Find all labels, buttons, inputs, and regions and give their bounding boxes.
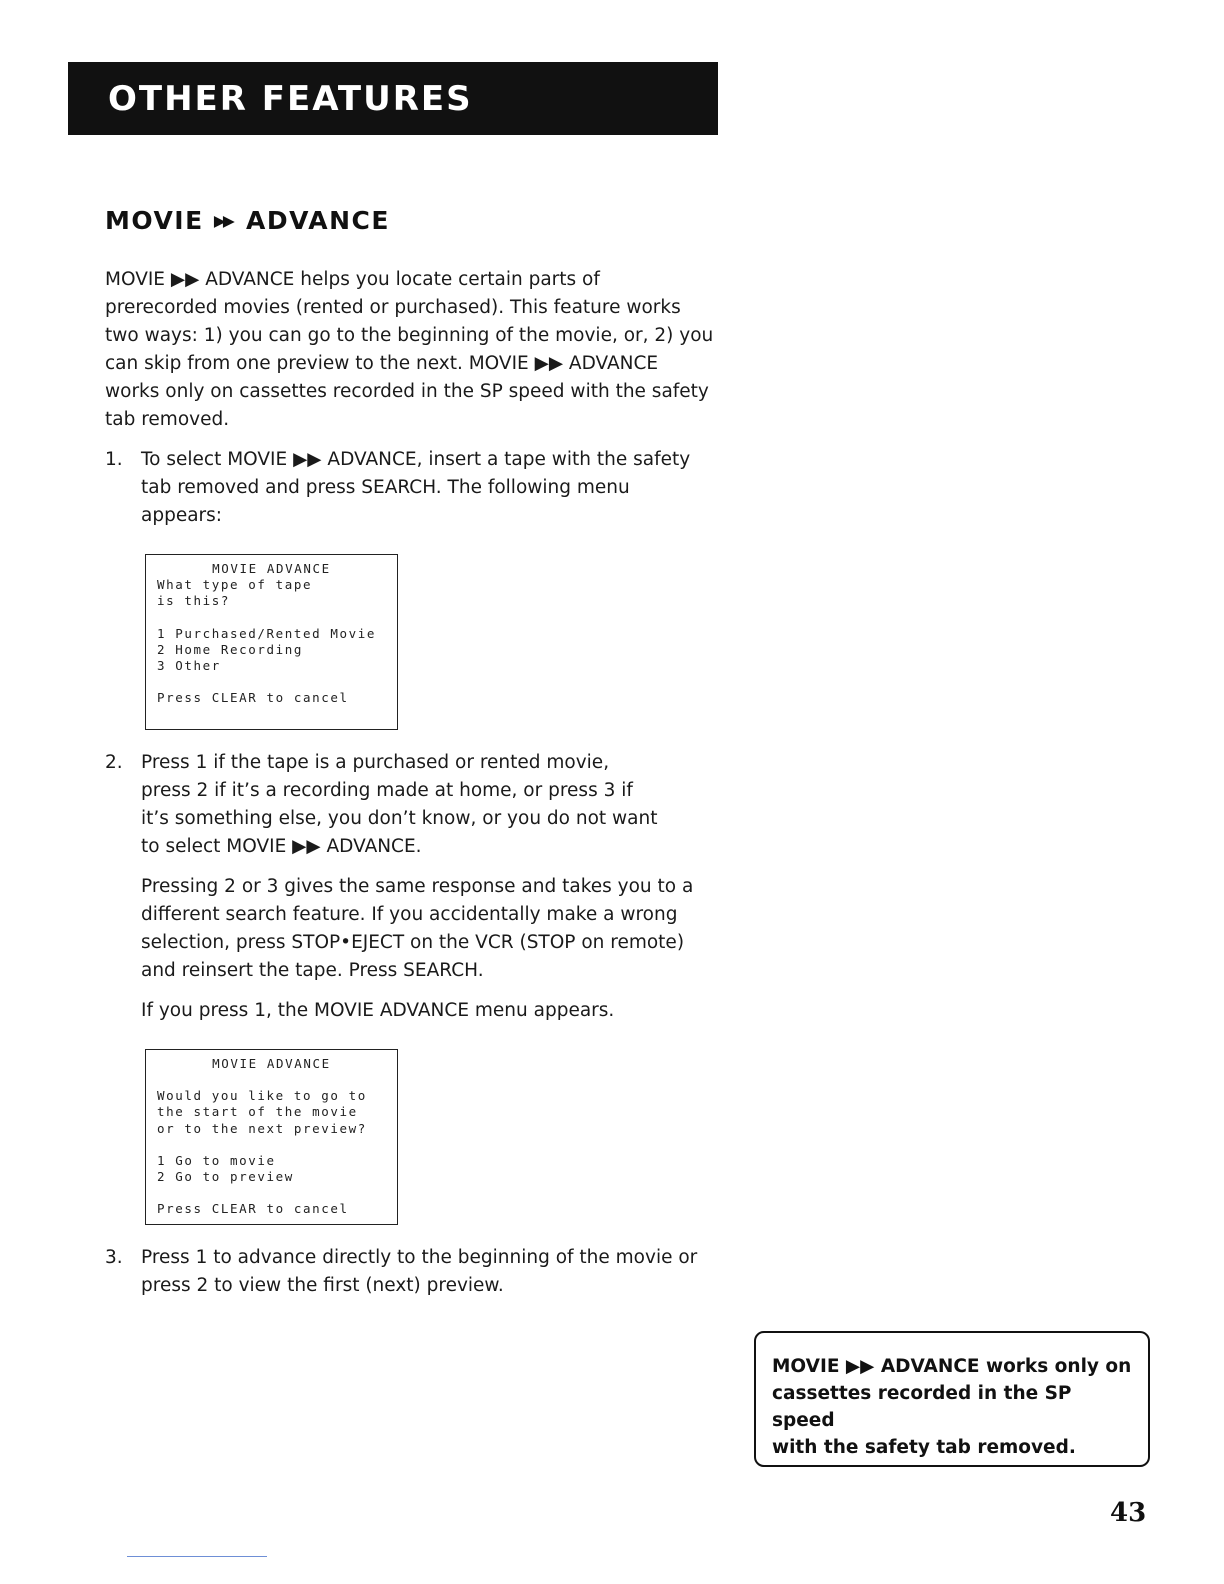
step-2-note-paragraph <box>141 873 731 985</box>
chapter-title: OTHER FEATURES <box>108 78 473 119</box>
intro-line: tab removed. <box>105 409 230 430</box>
fast-forward-icon: ▶▶ <box>213 212 232 231</box>
step-3 <box>105 1244 725 1300</box>
note-line: with the safety tab removed. <box>772 1437 1076 1458</box>
menu-option: 1 Purchased/Rented Movie <box>157 625 377 641</box>
intro-line: two ways: 1) you can go to the beginning of the movie, or, 2) you <box>105 325 714 346</box>
step-line: tab removed and press SEARCH. The following menu <box>141 477 630 498</box>
paragraph-line: Pressing 2 or 3 gives the same response and takes you to a <box>141 876 694 897</box>
step-2 <box>105 749 725 861</box>
menu-question-line: What type of tape <box>157 577 313 593</box>
menu-title: MOVIE ADVANCE <box>212 1056 331 1071</box>
chapter-header-bar <box>68 62 718 135</box>
step-2-menu-intro <box>141 997 731 1025</box>
footer-divider <box>127 1556 267 1557</box>
note-line: MOVIE ▶▶ ADVANCE works only on <box>772 1356 1132 1377</box>
step-number: 3. <box>105 1247 123 1268</box>
step-number: 2. <box>105 752 123 773</box>
paragraph-line: If you press 1, the MOVIE ADVANCE menu appears. <box>141 1000 615 1021</box>
menu-footer: Press CLEAR to cancel <box>157 1201 349 1217</box>
menu-footer: Press CLEAR to cancel <box>157 690 349 706</box>
menu-question-line: Would you like to go to <box>157 1088 367 1104</box>
menu-question-line: is this? <box>157 593 231 609</box>
page-number: 43 <box>1110 1498 1147 1528</box>
intro-line: works only on cassettes recorded in the SP speed with the safety <box>105 381 709 402</box>
step-1 <box>105 446 725 530</box>
step-line: Press 1 to advance directly to the beginning of the movie or <box>141 1247 698 1268</box>
section-title <box>105 206 390 235</box>
step-line: to select MOVIE ▶▶ ADVANCE. <box>141 836 422 857</box>
intro-line: can skip from one preview to the next. MOVIE ▶▶ ADVANCE <box>105 353 659 374</box>
paragraph-line: and reinsert the tape. Press SEARCH. <box>141 960 484 981</box>
note-line: cassettes recorded in the SP speed <box>772 1383 1072 1431</box>
note-callout-box <box>754 1331 1150 1467</box>
step-line: To select MOVIE ▶▶ ADVANCE, insert a tape with the safety <box>141 449 691 470</box>
intro-line: MOVIE ▶▶ ADVANCE helps you locate certain parts of <box>105 269 600 290</box>
step-line: appears: <box>141 505 223 526</box>
paragraph-line: different search feature. If you accidentally make a wrong <box>141 904 678 925</box>
menu-option: 3 Other <box>157 658 221 674</box>
step-number: 1. <box>105 449 123 470</box>
menu-option: 1 Go to movie <box>157 1152 276 1168</box>
menu-question-line: or to the next preview? <box>157 1120 367 1136</box>
step-line: Press 1 if the tape is a purchased or rented movie, <box>141 752 610 773</box>
menu-screen-tape-type <box>145 554 398 730</box>
intro-line: prerecorded movies (rented or purchased). This feature works <box>105 297 681 318</box>
section-title-part2: ADVANCE <box>245 206 390 235</box>
menu-screen-movie-advance <box>145 1049 398 1225</box>
step-line: press 2 to view the first (next) preview. <box>141 1275 504 1296</box>
menu-option: 2 Go to preview <box>157 1169 294 1185</box>
paragraph-line: selection, press STOP•EJECT on the VCR (STOP on remote) <box>141 932 685 953</box>
section-title-part1: MOVIE <box>105 206 204 235</box>
menu-title: MOVIE ADVANCE <box>212 561 331 576</box>
step-line: it’s something else, you don’t know, or you do not want <box>141 808 658 829</box>
menu-option: 2 Home Recording <box>157 641 304 657</box>
intro-paragraph <box>105 266 725 434</box>
step-line: press 2 if it’s a recording made at home, or press 3 if <box>141 780 633 801</box>
menu-question-line: the start of the movie <box>157 1104 358 1120</box>
